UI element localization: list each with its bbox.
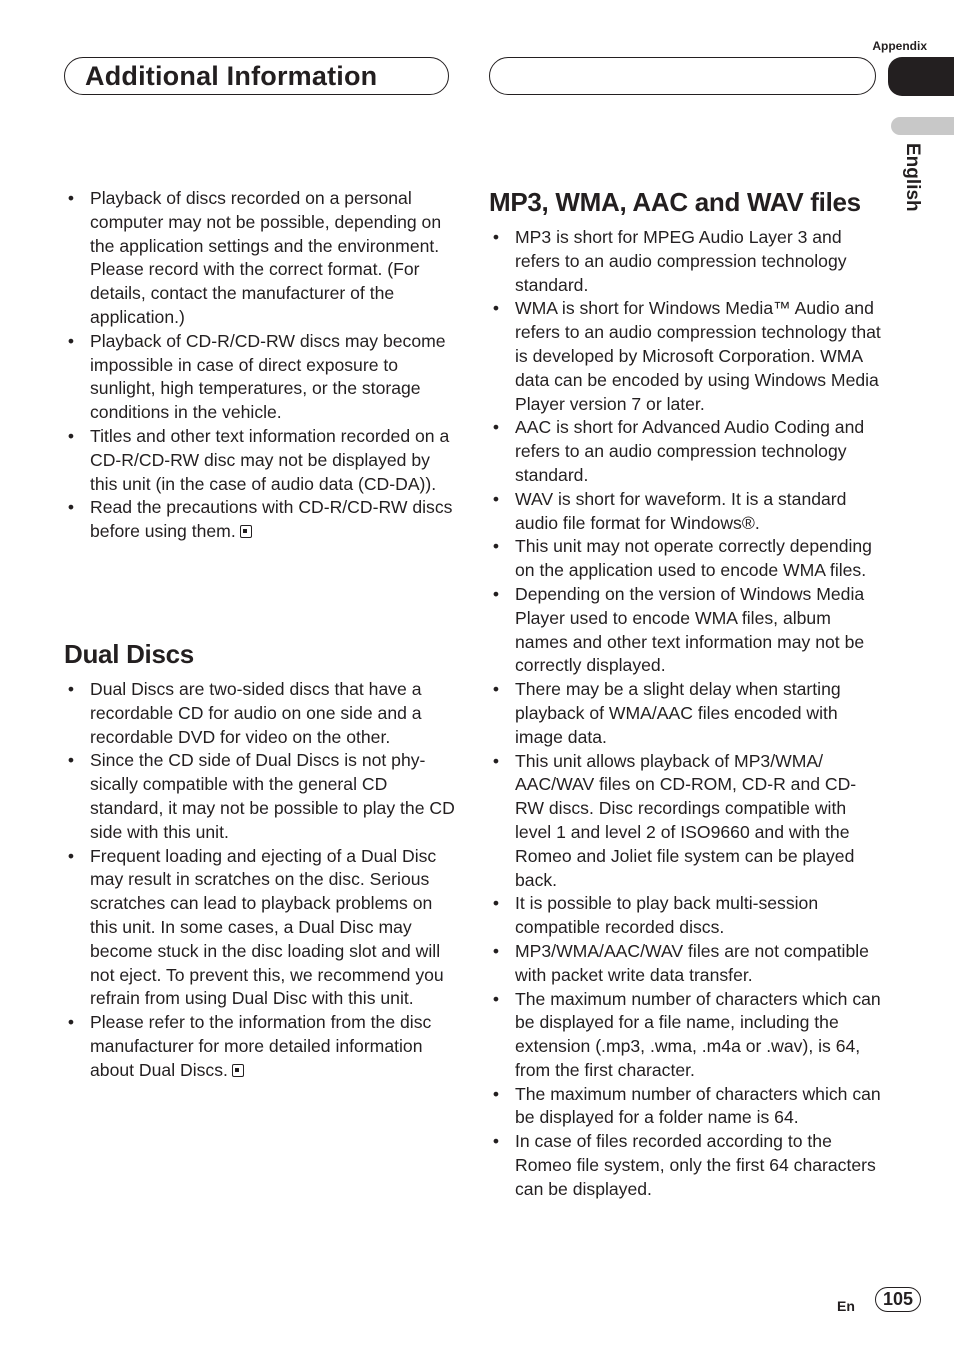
bullet-icon: • <box>67 679 75 699</box>
list-item <box>64 330 456 425</box>
header-pill-empty <box>489 57 876 95</box>
page-number: 105 <box>875 1287 921 1312</box>
bullet-text: Playback of discs recorded on a personal computer may not be possible, depending on the application settings and the environment. Please record with the correct format. (For details, contact the manufacturer of the application.) <box>90 188 442 327</box>
bullet-icon: • <box>67 1012 75 1033</box>
mp3-bullet-list <box>489 226 881 1202</box>
language-tab <box>891 117 954 135</box>
bullet-text: Titles and other text information recorded on a CD-R/CD-RW disc may not be displayed by this unit (in the case of audio data (CD-DA)). <box>90 425 450 494</box>
bullet-text: WAV is short for waveform. It is a standard audio file format for Windows®. <box>515 488 847 533</box>
bullet-text: This unit allows playback of MP3/WMA/ AAC/WAV files on CD-ROM, CD-R and CD-RW discs. Disc recordings compatible with level 1 and level 2 of ISO9660 and with the Romeo and Joliet file system can be played back. <box>515 750 857 890</box>
list-item <box>64 496 456 544</box>
left-bullet-list <box>64 187 456 544</box>
bullet-icon: • <box>67 188 75 208</box>
list-item <box>489 1130 881 1201</box>
list-item <box>64 845 456 1012</box>
end-of-section-icon <box>240 525 252 538</box>
bullet-text: WMA is short for Windows Media™ Audio and refers to an audio compression technology that is developed by Microsoft Corporation. WMA data can be encoded by using Windows Media Player version 7 or later. <box>515 298 881 414</box>
appendix-label: Appendix <box>872 39 927 53</box>
bullet-icon: • <box>492 417 500 438</box>
list-item <box>489 892 881 940</box>
bullet-icon: • <box>492 227 500 247</box>
bullet-icon: • <box>492 1131 500 1152</box>
bullet-text: The maximum number of characters which can be displayed for a file name, including the extension (.mp3, .wma, .m4a or .wav), is 64, from the first character. <box>515 988 881 1080</box>
bullet-icon: • <box>492 679 500 700</box>
list-item <box>64 1011 456 1082</box>
list-item <box>489 488 881 536</box>
bullet-text: In case of files recorded according to the Romeo file system, only the first 64 characters can be displayed. <box>515 1131 876 1199</box>
bullet-icon: • <box>492 940 500 961</box>
bullet-text: There may be a slight delay when starting playback of WMA/AAC files encoded with image data. <box>515 679 841 747</box>
bullet-text: Frequent loading and ejecting of a Dual Disc may result in scratches on the disc. Serious scratches can lead to playback problems on this unit. In some cases, a Dual Disc may become stuck in the disc loading slot and will not eject. To prevent this, we recommend you refrain from using Dual Disc with this unit. <box>90 845 444 1009</box>
bullet-icon: • <box>492 893 500 914</box>
list-item <box>489 678 881 749</box>
bullet-icon: • <box>492 298 500 319</box>
bullet-icon: • <box>492 750 500 771</box>
bullet-icon: • <box>67 845 75 866</box>
end-of-section-icon <box>232 1064 244 1077</box>
left-column <box>64 187 456 544</box>
bullet-icon: • <box>67 497 75 518</box>
bullet-text: It is possible to play back multi-session compatible recorded discs. <box>515 893 819 938</box>
list-item <box>489 583 881 678</box>
list-item <box>64 425 456 496</box>
bullet-text: The maximum number of characters which can be displayed for a folder name is 64. <box>515 1083 881 1128</box>
dual-discs-column <box>64 678 456 1083</box>
bullet-icon: • <box>492 536 500 557</box>
list-item <box>64 749 456 844</box>
list-item <box>489 988 881 1083</box>
bullet-text: AAC is short for Advanced Audio Coding and refers to an audio compression technology standard. <box>515 417 865 485</box>
list-item <box>64 187 456 330</box>
bullet-icon: • <box>67 750 75 771</box>
language-label: English <box>902 143 923 212</box>
appendix-tab <box>888 57 954 96</box>
bullet-text: Since the CD side of Dual Discs is not physically compatible with the general CD standard, it may not be possible to play the CD side with this unit. <box>90 750 455 842</box>
mp3-section-heading: MP3, WMA, AAC and WAV files <box>489 187 861 217</box>
bullet-text: Playback of CD-R/CD-RW discs may become impossible in case of direct exposure to sunlight, high temperatures, or the storage conditions in the vehicle. <box>90 330 446 423</box>
bullet-text: MP3/WMA/AAC/WAV files are not compatible with packet write data transfer. <box>515 940 869 985</box>
bullet-icon: • <box>492 488 500 509</box>
list-item <box>489 1083 881 1131</box>
list-item <box>489 226 881 297</box>
bullet-text: This unit may not operate correctly depending on the application used to encode WMA files. <box>515 536 872 581</box>
section-header-pill <box>64 57 449 95</box>
list-item <box>489 297 881 416</box>
dual-discs-bullet-list <box>64 678 456 1083</box>
list-item <box>489 416 881 487</box>
dual-discs-heading: Dual Discs <box>64 639 194 669</box>
mp3-column <box>489 226 881 1202</box>
bullet-text: Please refer to the information from the disc manufacturer for more detailed information about Dual Discs. <box>90 1012 432 1080</box>
list-item <box>489 940 881 988</box>
bullet-icon: • <box>492 1083 500 1104</box>
footer-language-code: En <box>837 1298 855 1314</box>
bullet-text: MP3 is short for MPEG Audio Layer 3 and refers to an audio compression technology standard. <box>515 227 847 295</box>
bullet-icon: • <box>67 425 75 446</box>
bullet-icon: • <box>492 583 500 604</box>
bullet-icon: • <box>67 330 75 351</box>
bullet-text: Dual Discs are two-sided discs that have a recordable CD for audio on one side and a recordable DVD for video on the other. <box>90 679 422 747</box>
bullet-text: Read the precautions with CD-R/CD-RW discs before using them. <box>90 497 453 542</box>
list-item <box>489 535 881 583</box>
bullet-icon: • <box>492 988 500 1009</box>
bullet-text: Depending on the version of Windows Media Player used to encode WMA files, album names and other text information may not be correctly displayed. <box>515 583 865 676</box>
list-item <box>64 678 456 749</box>
list-item <box>489 750 881 893</box>
section-title: Additional Information <box>85 61 378 91</box>
